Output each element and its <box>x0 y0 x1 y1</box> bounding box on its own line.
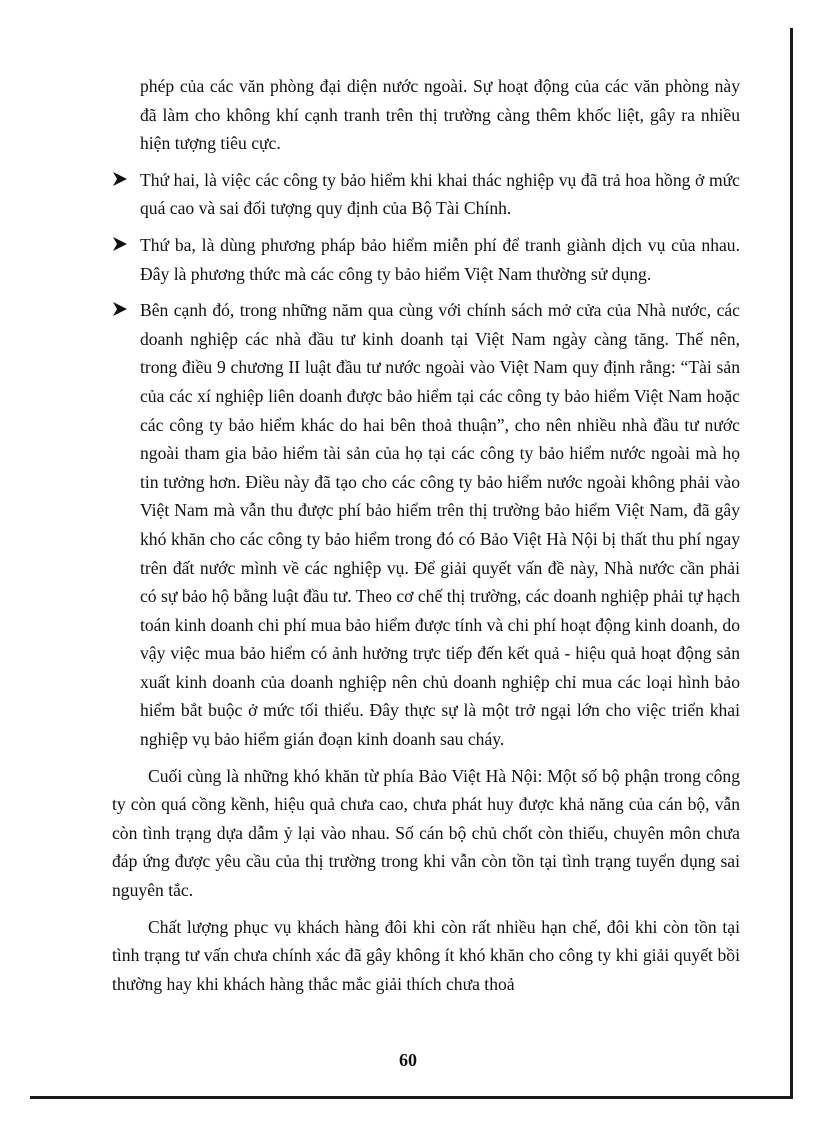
arrow-bullet-icon <box>112 171 128 187</box>
page-border-right <box>790 28 793 1098</box>
page-number: 60 <box>399 1050 417 1070</box>
bullet-item <box>112 166 740 223</box>
arrow-bullet-icon <box>112 236 128 252</box>
paragraph: Chất lượng phục vụ khách hàng đôi khi còn rất nhiều hạn chế, đôi khi còn tồn tại tình trạng tư vấn chưa chính xác đã gây không ít khó khăn cho công ty khi giải quyết bồi thường hay khi khách hàng thắc mắc giải thích chưa thoả <box>112 916 740 994</box>
bullet-text: Bên cạnh đó, trong những năm qua cùng với chính sách mở cửa của Nhà nước, các doanh nghiệp các nhà đầu tư kinh doanh tại Việt Nam ngày càng tăng. Thế nên, trong điều 9 chương II luật đầu tư nước ngoài vào Việt Nam quy định rằng: “Tài sản của các xí nghiệp liên doanh được bảo hiểm tại các công ty bảo hiểm Việt Nam hoặc các công ty bảo hiểm khác do hai bên thoả thuận”, cho nên nhiều nhà đầu tư nước ngoài tham gia bảo hiểm tài sản của họ tại các công ty bảo hiểm nước ngoài mà họ tin tưởng hơn. Điều này đã tạo cho các công ty bảo hiểm nước ngoài không phải vào Việt Nam mà vẫn thu được phí bảo hiểm trên thị trường bảo hiểm Việt Nam, đã gây khó khăn cho các công ty bảo hiểm trong đó có Bảo Việt Hà Nội bị thất thu phí ngay trên đất nước mình về các nghiệp vụ. Để giải quyết vấn đề này, Nhà nước cần phải có sự bảo hộ bằng luật đầu tư. Theo cơ chế thị trường, các doanh nghiệp phải tự hạch toán kinh doanh chi phí mua bảo hiểm được tính và chi phí hoạt động kinh doanh, do vậy việc mua bảo hiểm có ảnh hưởng trực tiếp đến kết quả - hiệu quả hoạt động sản xuất kinh doanh của doanh nghiệp nên chủ doanh nghiệp chỉ mua các loại hình bảo hiểm bắt buộc ở mức tối thiểu. Đây thực sự là một trở ngại lớn cho việc triển khai nghiệp vụ bảo hiểm gián đoạn kinh doanh sau cháy. <box>140 300 740 750</box>
page-border-bottom <box>30 1096 793 1099</box>
paragraph-continuation: phép của các văn phòng đại diện nước ngoài. Sự hoạt động của các văn phòng này đã làm cho không khí cạnh tranh trên thị trường càng thêm khốc liệt, gây ra nhiều hiện tượng tiêu cực. <box>140 76 740 154</box>
bullet-text: Thứ hai, là việc các công ty bảo hiểm khi khai thác nghiệp vụ đã trả hoa hồng ở mức quá cao và sai đối tượng quy định của Bộ Tài Chính. <box>140 169 740 219</box>
paragraph: Cuối cùng là những khó khăn từ phía Bảo Việt Hà Nội: Một số bộ phận trong công ty còn quá cồng kềnh, hiệu quả chưa cao, chưa phát huy được khả năng của cán bộ, vẫn còn tình trạng dựa dẫm ỷ lại vào nhau. Số cán bộ chủ chốt còn thiếu, chuyên môn chưa đáp ứng được yêu cầu của thị trường trong khi vẫn còn tồn tại tình trạng tuyển dụng sai nguyên tắc. <box>112 765 740 901</box>
document-body <box>112 72 740 1006</box>
bullet-item <box>112 296 740 754</box>
arrow-bullet-icon <box>112 301 128 317</box>
bullet-text: Thứ ba, là dùng phương pháp bảo hiểm miễn phí để tranh giành dịch vụ của nhau. Đây là phương thức mà các công ty bảo hiểm Việt Nam thường sử dụng. <box>140 234 740 284</box>
bullet-item <box>112 231 740 288</box>
